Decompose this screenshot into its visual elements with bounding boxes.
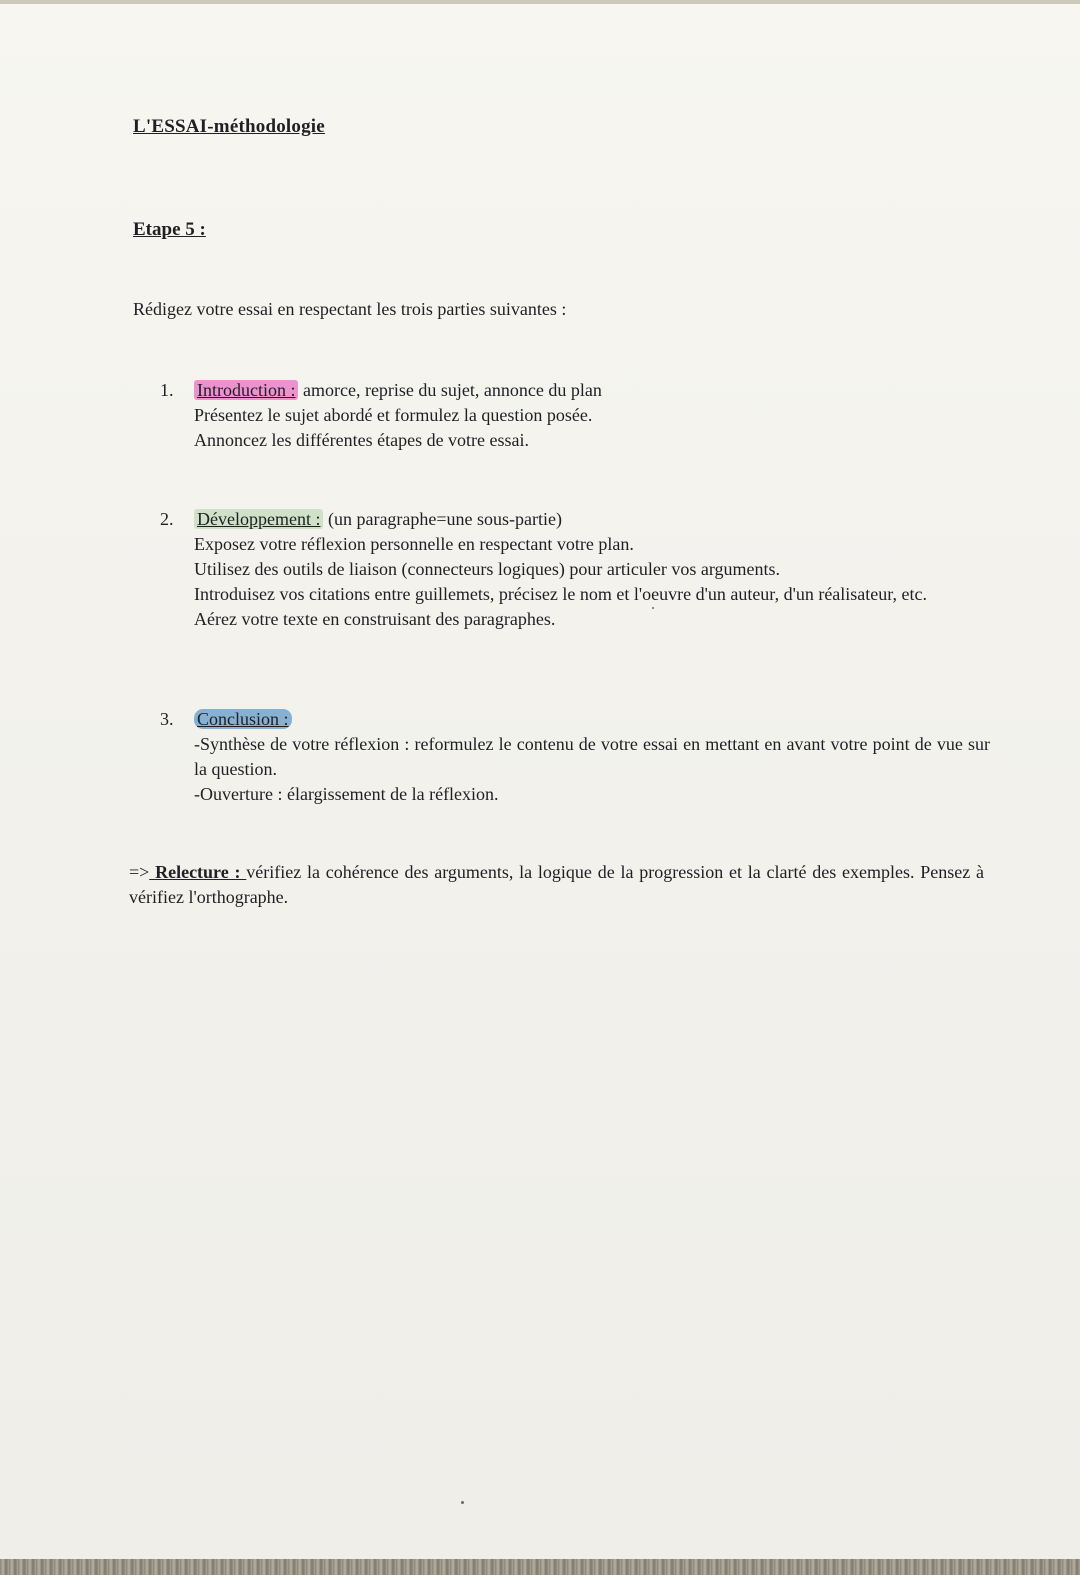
highlighted-label-developpement: Développement : bbox=[194, 509, 323, 529]
section-number: 3. bbox=[160, 709, 174, 729]
section-line: Présentez le sujet abordé et formulez la question posée. bbox=[194, 405, 593, 425]
paper-speck bbox=[461, 1501, 464, 1504]
section-number: 1. bbox=[160, 380, 174, 400]
paper-speck bbox=[652, 607, 654, 609]
section-introduction bbox=[160, 378, 990, 453]
section-subtitle: amorce, reprise du sujet, annonce du plan bbox=[298, 380, 602, 400]
section-conclusion bbox=[160, 707, 990, 807]
relecture-label: Relecture : bbox=[149, 862, 247, 882]
arrow-marker: => bbox=[129, 862, 150, 882]
highlighted-label-introduction: Introduction : bbox=[194, 380, 298, 400]
section-line: Annoncez les différentes étapes de votre essai. bbox=[194, 430, 530, 450]
section-line: -Ouverture : élargissement de la réflexion. bbox=[194, 784, 499, 804]
section-line: Introduisez vos citations entre guillemets, précisez le nom et l'oeuvre d'un auteur, d'un réalisateur, etc. bbox=[194, 584, 928, 604]
section-line: Exposez votre réflexion personnelle en respectant votre plan. bbox=[194, 534, 634, 554]
paper-bottom-edge bbox=[0, 1559, 1080, 1575]
section-heading-line bbox=[194, 507, 990, 532]
step-title: Etape 5 : bbox=[133, 219, 206, 240]
section-line: -Synthèse de votre réflexion : reformulez le contenu de votre essai en mettant en avant votre point de vue sur la question. bbox=[194, 734, 990, 779]
section-line: Aérez votre texte en construisant des paragraphes. bbox=[194, 609, 556, 629]
section-heading-line bbox=[194, 378, 990, 403]
section-developpement bbox=[160, 507, 990, 632]
highlighted-label-conclusion: Conclusion : bbox=[194, 709, 292, 729]
relecture-paragraph bbox=[129, 860, 984, 910]
instruction-text: Rédigez votre essai en respectant les trois parties suivantes : bbox=[133, 299, 567, 319]
section-number: 2. bbox=[160, 509, 174, 529]
paper-sheet bbox=[0, 4, 1080, 1559]
section-line: Utilisez des outils de liaison (connecteurs logiques) pour articuler vos arguments. bbox=[194, 559, 781, 579]
relecture-text: vérifiez la cohérence des arguments, la logique de la progression et la clarté des exemples. Pensez à vérifiez l'orthographe. bbox=[129, 862, 985, 907]
document-title: L'ESSAI-méthodologie bbox=[133, 116, 325, 137]
section-subtitle: (un paragraphe=une sous-partie) bbox=[323, 509, 563, 529]
section-heading-line bbox=[194, 707, 990, 732]
